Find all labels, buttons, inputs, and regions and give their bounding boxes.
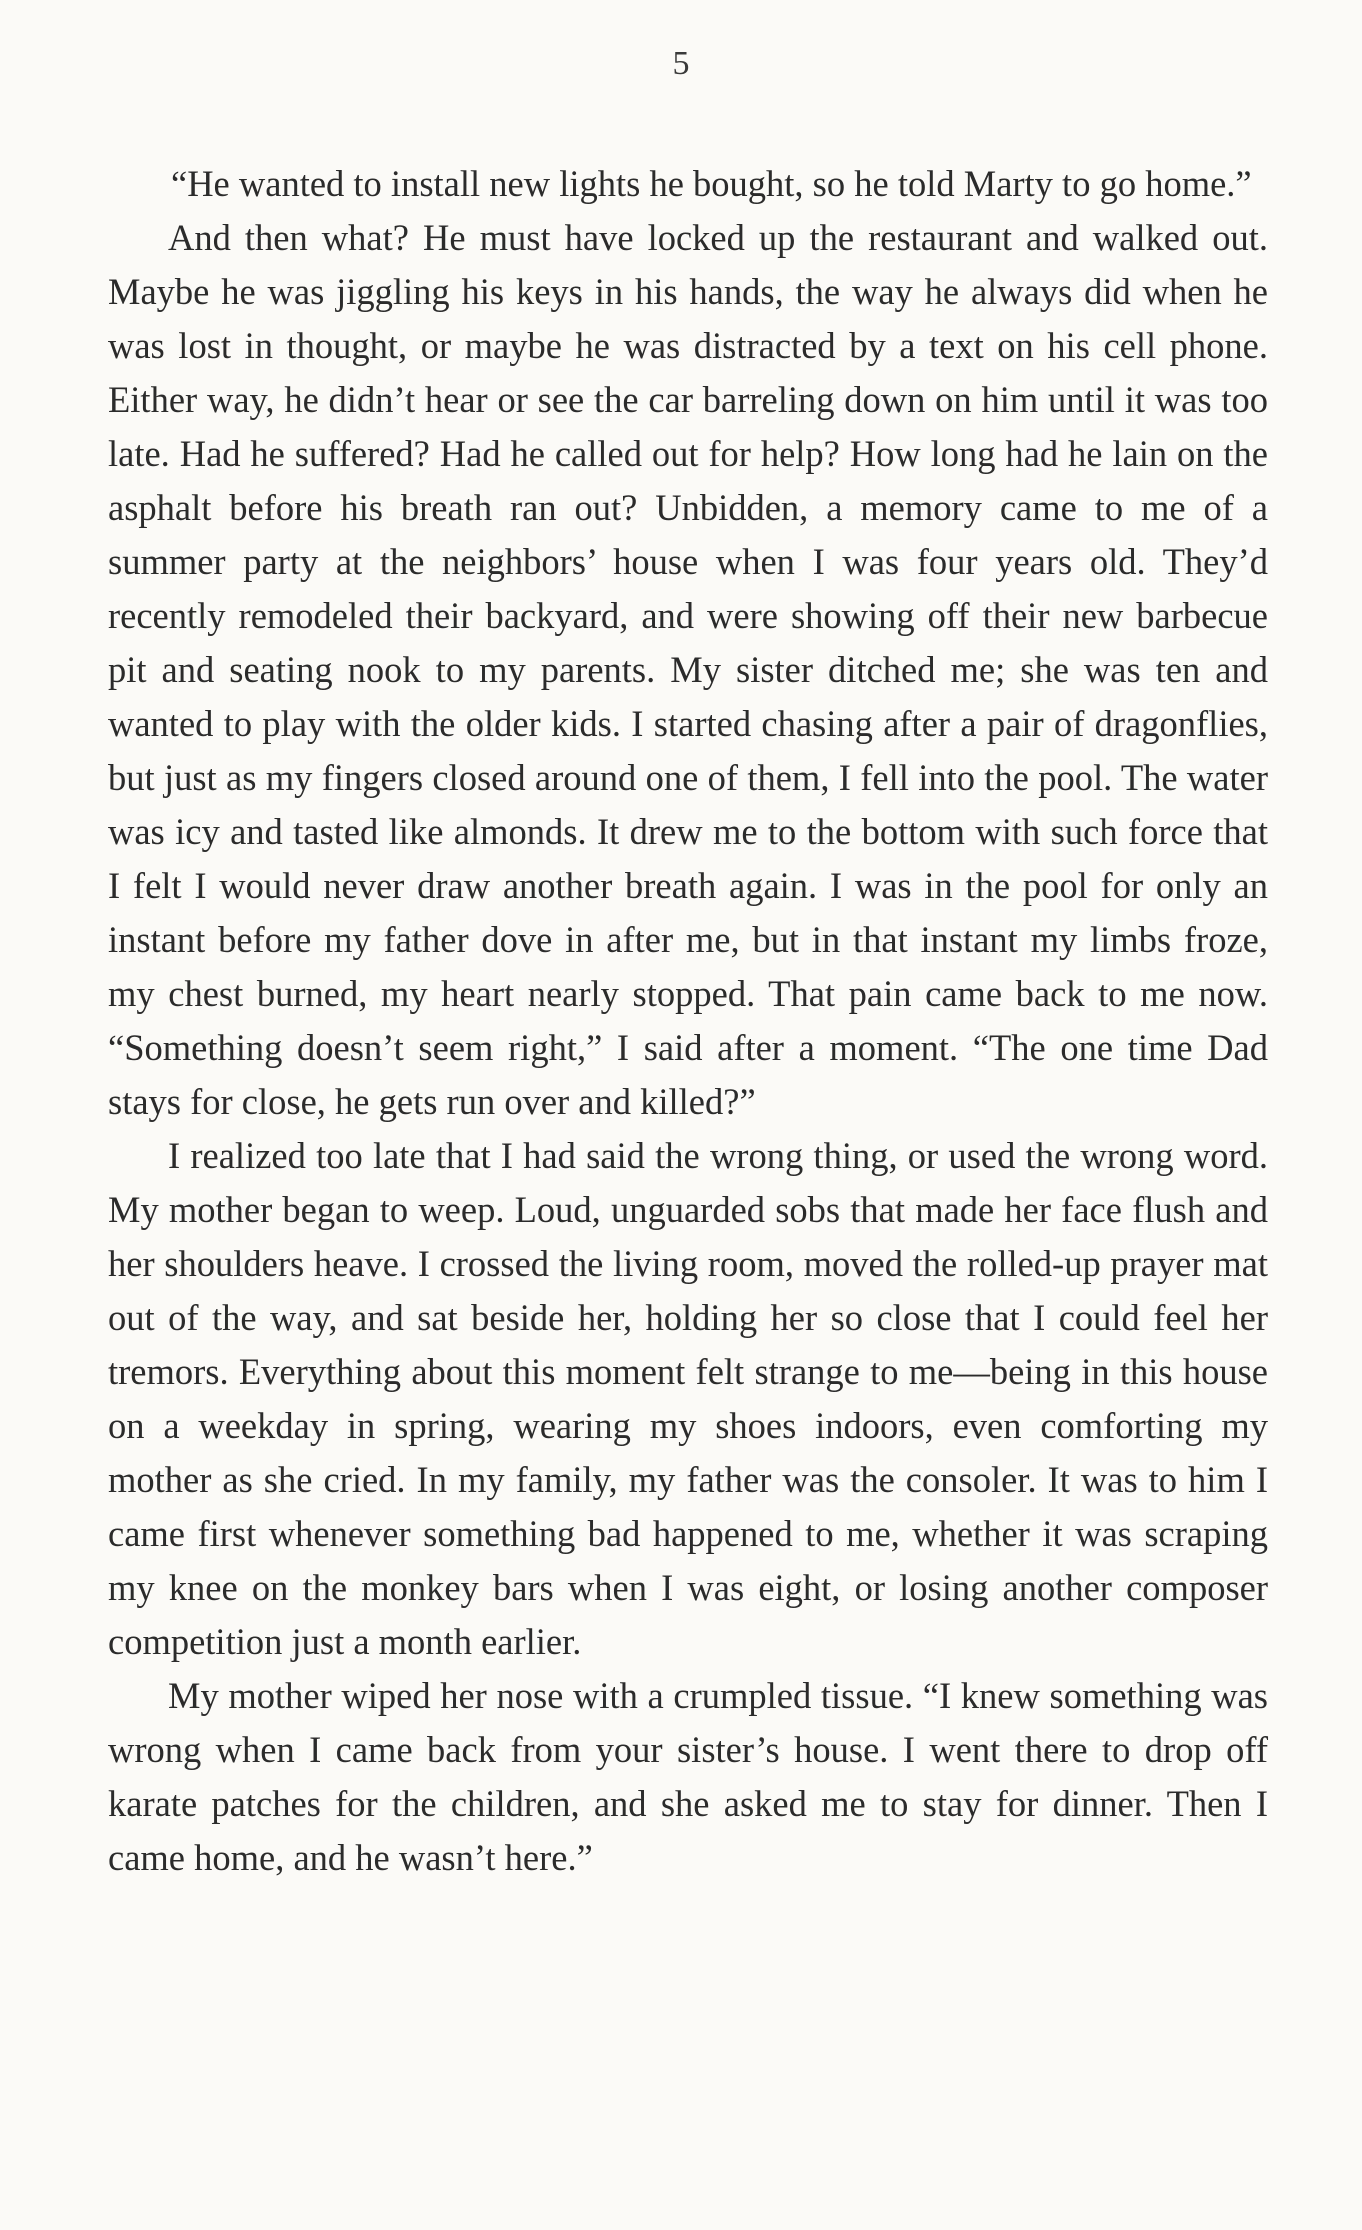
body-text	[108, 157, 1268, 1885]
paragraph-dialogue-marty: “He wanted to install new lights he bought, so he told Marty to go home.”	[171, 163, 1252, 204]
paragraph-memory-pool: And then what? He must have locked up the restaurant and walked out. Maybe he was jiggling his keys in his hands, the way he always did when he was lost in thought, or maybe he was distracted by a text on his cell phone. Either way, he didn’t hear or see the car barreling down on him until it was too late. Had he suffered? Had he called out for help? How long had he lain on the asphalt before his breath ran out? Unbidden, a memory came to me of a summer party at the neighbors’ house when I was four years old. They’d recently remodeled their backyard, and were showing off their new barbecue pit and seating nook to my parents. My sister ditched me; she was ten and wanted to play with the older kids. I started chasing after a pair of dragonflies, but just as my fingers closed around one of them, I fell into the pool. The water was icy and tasted like almonds. It drew me to the bottom with such force that I felt I would never draw another breath again. I was in the pool for only an instant before my father dove in after me, but in that instant my limbs froze, my chest burned, my heart nearly stopped. That pain came back to me now. “Something doesn’t seem right,” I said after a moment. “The one time Dad stays for close, he gets run over and killed?”	[108, 217, 1268, 1122]
paragraph-mother-tissue: My mother wiped her nose with a crumpled tissue. “I knew something was wrong when I came back from your sister’s house. I went there to drop off karate patches for the children, and she asked me to stay for dinner. Then I came home, and he wasn’t here.”	[108, 1675, 1268, 1878]
page-number: 5	[672, 45, 690, 82]
paragraph-mother-weeps: I realized too late that I had said the wrong thing, or used the wrong word. My mother began to weep. Loud, unguarded sobs that made her face flush and her shoulders heave. I crossed the living room, moved the rolled-up prayer mat out of the way, and sat beside her, holding her so close that I could feel her tremors. Everything about this moment felt strange to me—being in this house on a weekday in spring, wearing my shoes indoors, even comforting my mother as she cried. In my family, my father was the consoler. It was to him I came first whenever something bad happened to me, whether it was scraping my knee on the monkey bars when I was eight, or losing another composer competition just a month earlier.	[108, 1135, 1268, 1662]
